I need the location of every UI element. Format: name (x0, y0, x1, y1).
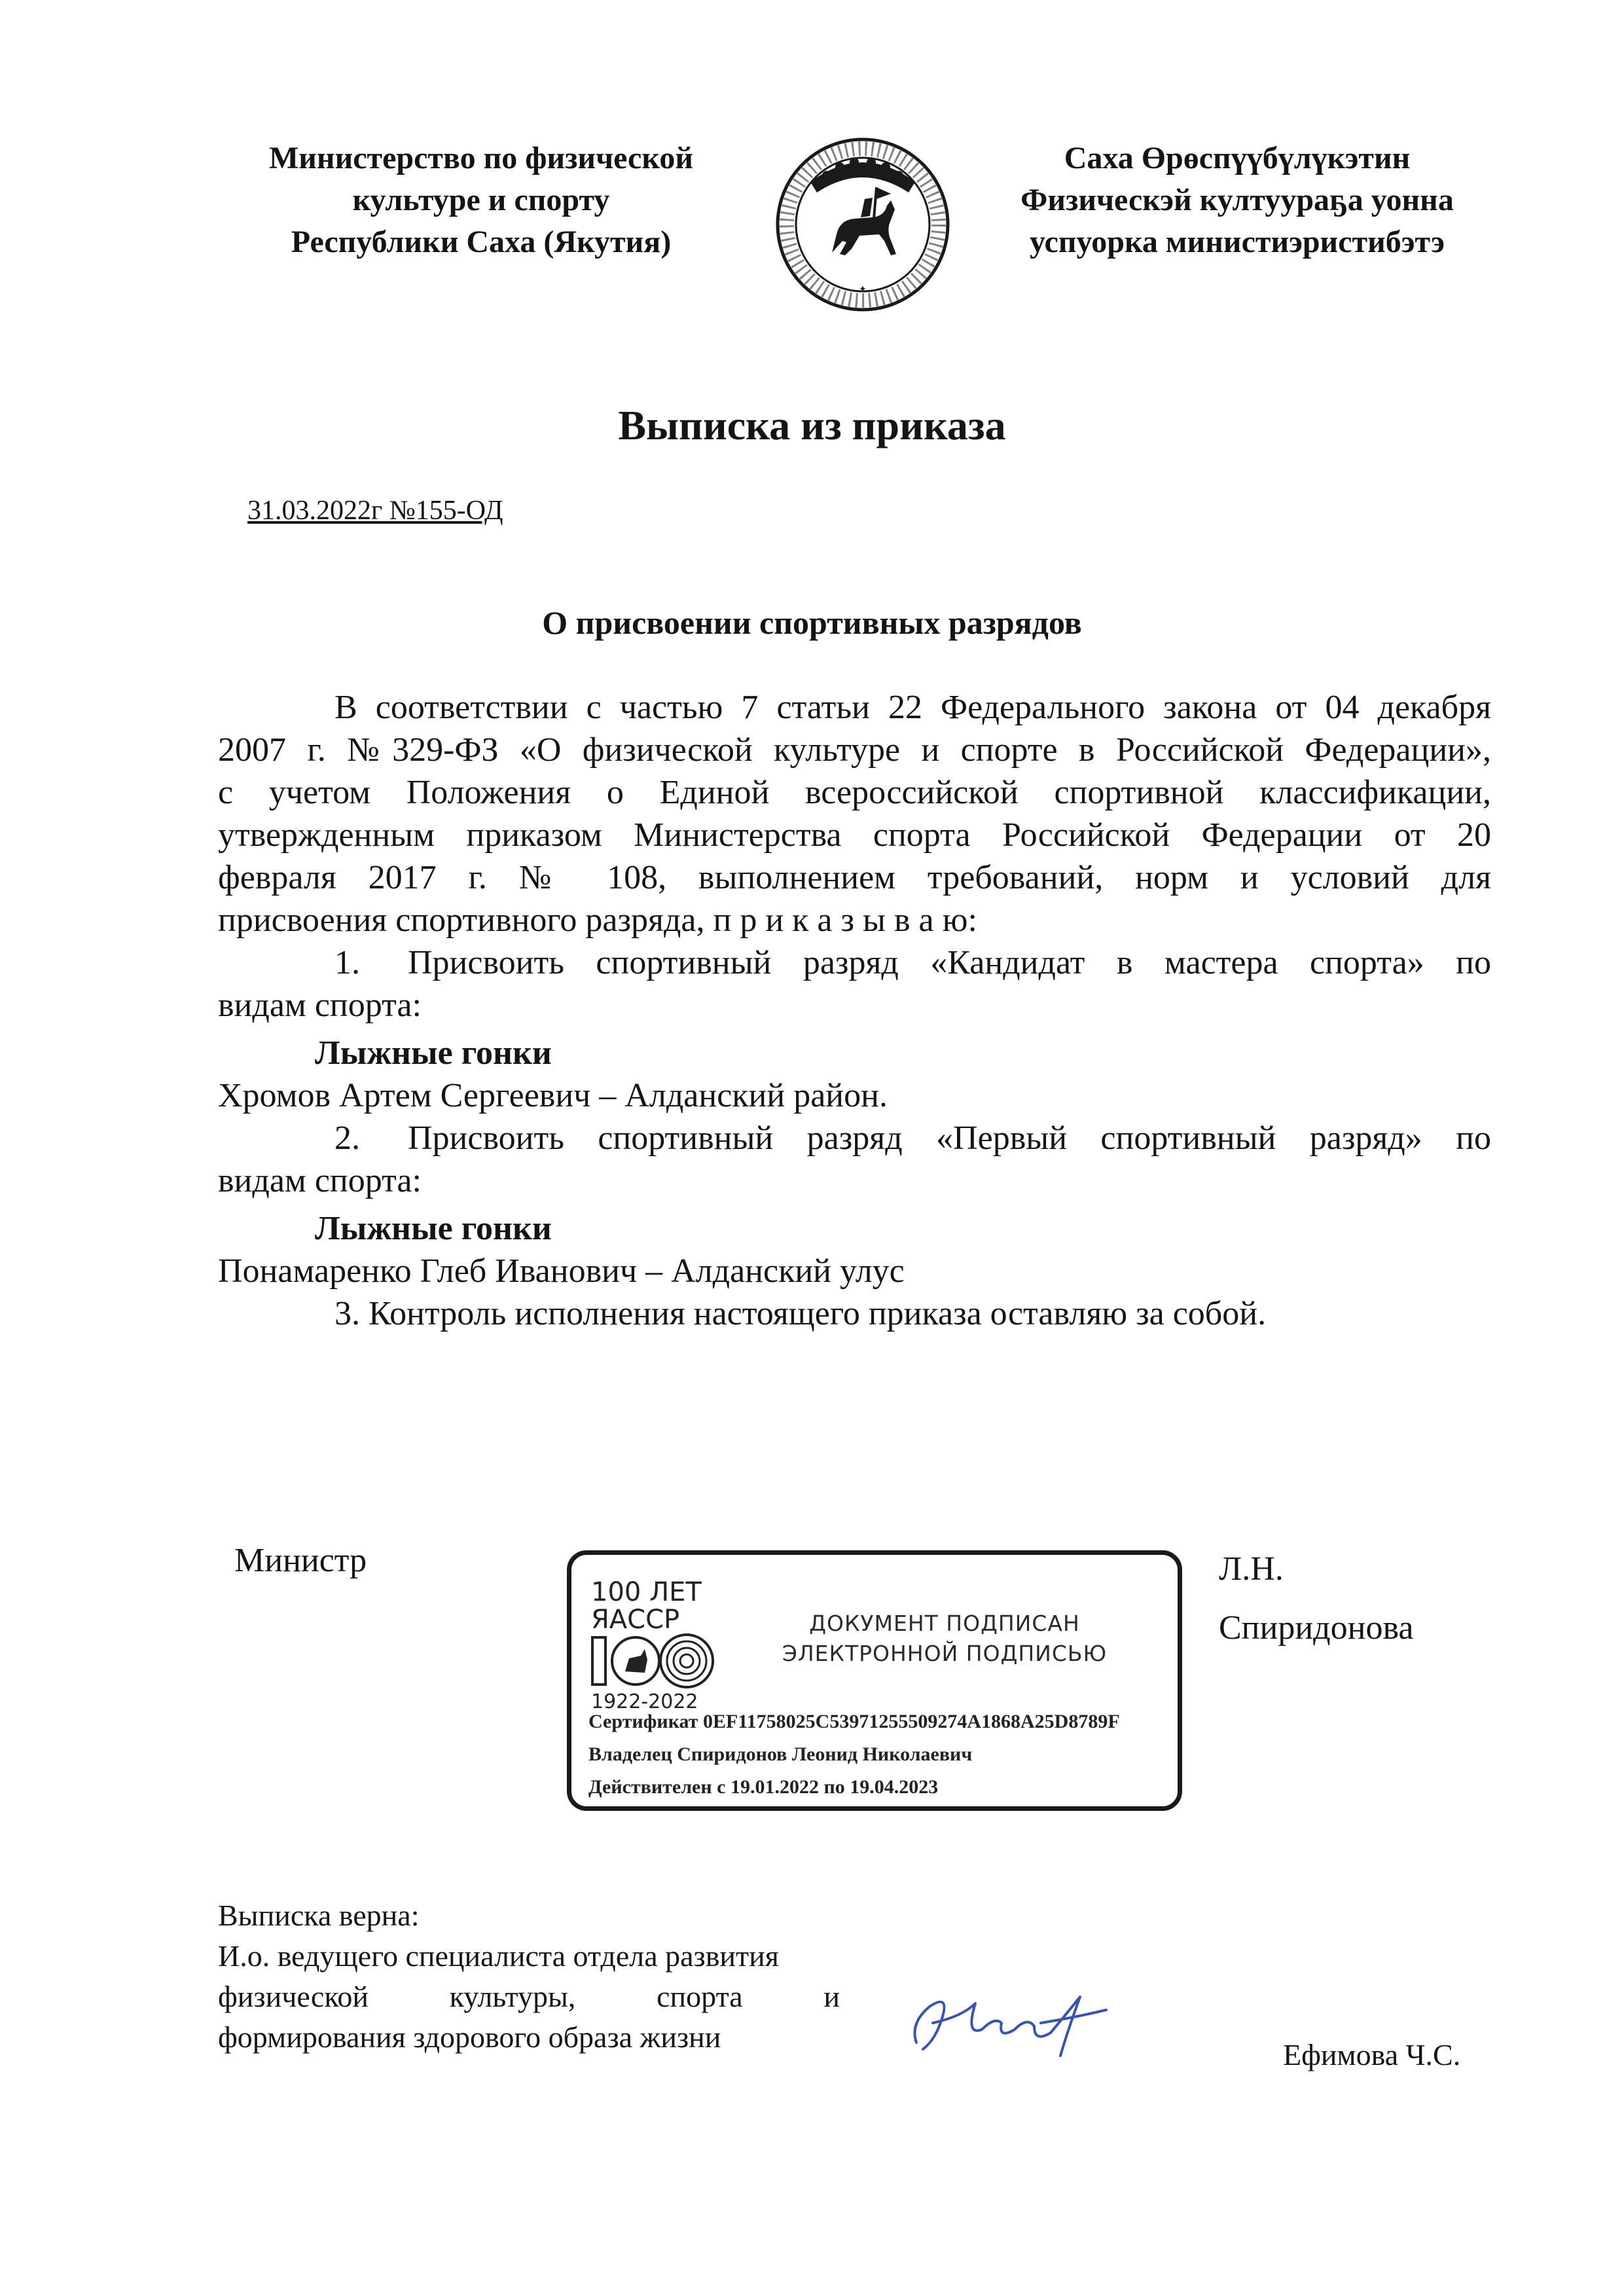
order-item-3: 3. Контроль исполнения настоящего приказа оставляю за собой. (334, 1295, 1267, 1332)
handwritten-signature-icon (903, 1977, 1119, 2062)
svg-text:✦: ✦ (859, 284, 867, 295)
item-number: 1. (334, 944, 360, 981)
item-number: 2. (334, 1120, 360, 1157)
position-word: спорта (657, 1980, 743, 2013)
extract-position-line: формирования здорового образа жизни (218, 2020, 721, 2054)
stamp-title-line: ЭЛЕКТРОННОЙ ПОДПИСЬЮ (782, 1641, 1108, 1666)
position-word: культуры, (449, 1980, 576, 2013)
preamble-line: В соответствии с частью 7 статьи 22 Федерального закона от 04 декабря (334, 689, 1491, 726)
ministry-name-russian (216, 137, 746, 263)
position-word: физической (218, 1980, 369, 2013)
extract-verified-label: Выписка верна: (218, 1899, 420, 1932)
item-text: Присвоить спортивный разряд «Первый спортивный разряд» по (408, 1120, 1491, 1157)
minister-name (1219, 1540, 1413, 1658)
sport-discipline: Лыжные гонки (315, 1210, 552, 1247)
ministry-name-line: Республики Саха (Якутия) (291, 225, 672, 259)
order-number-date: 31.03.2022г №155-ОД (247, 496, 503, 526)
sport-discipline: Лыжные гонки (315, 1034, 552, 1072)
logo-text: ЯАССР (591, 1605, 680, 1635)
preamble-line: февраля 2017 г. № 108, выполнением требований, норм и условий для (218, 859, 1491, 896)
certificate-id: Сертификат 0EF11758025C53971255509274A1868A25D8789F (588, 1711, 1120, 1732)
preamble-line: утвержденным приказом Министерства спорта Российской Федерации от 20 (218, 816, 1491, 854)
item-text-continued: видам спорта: (218, 987, 422, 1024)
extract-position-line (218, 1977, 840, 2017)
logo-text: 100 ЛЕТ (591, 1577, 702, 1607)
minister-initials: Л.Н. (1219, 1550, 1284, 1588)
certificate-owner: Владелец Спиридонов Леонид Николаевич (588, 1743, 973, 1765)
preamble-line: присвоения спортивного разряда, п р и к а з ы в а ю: (218, 902, 977, 939)
order-item-2 (218, 1117, 1491, 1159)
position-word: и (823, 1980, 840, 2013)
awarded-person: Хромов Артем Сергеевич – Алданский район. (218, 1077, 888, 1114)
minister-surname: Спиридонова (1219, 1609, 1414, 1647)
ministry-name-line: Министерство по физической (268, 141, 694, 175)
preamble-line: 2007 г. №329-ФЗ «О физической культуре и спорте в Российской Федерации», (218, 731, 1491, 769)
ministry-name-line: культуре и спорту (352, 183, 610, 217)
item-text-continued: видам спорта: (218, 1162, 422, 1199)
preamble-line: с учетом Положения о Единой всероссийской спортивной классификации, (218, 774, 1491, 811)
order-subject: О присвоении спортивных разрядов (542, 604, 1082, 641)
ministry-name-line: Физическэй култуураҕа уонна (1020, 183, 1454, 217)
ministry-name-line: Саха Өрөспүүбүлүкэтин (1064, 141, 1411, 175)
stamp-certificate-info (588, 1705, 1120, 1804)
order-body (218, 686, 1491, 1335)
order-item-1 (218, 941, 1491, 984)
stamp-title (722, 1609, 1167, 1669)
awarded-person: Понамаренко Глеб Иванович – Алданский улус (218, 1252, 905, 1290)
sakha-republic-emblem-icon (774, 136, 951, 313)
minister-title: Министр (234, 1542, 367, 1579)
extract-position-line: И.о. ведущего специалиста отдела развития (218, 1939, 779, 1973)
document-title: Выписка из приказа (618, 402, 1006, 448)
logo-years: 1922-2022 (591, 1690, 698, 1713)
electronic-signature-stamp (567, 1550, 1182, 1811)
stamp-title-line: ДОКУМЕНТ ПОДПИСАН (809, 1611, 1080, 1636)
ministry-name-line: успуорка министиэристибэтэ (1029, 225, 1445, 259)
certificate-validity: Действителен с 19.01.2022 по 19.04.2023 (588, 1776, 939, 1798)
ministry-name-sakha (936, 137, 1538, 263)
item-text: Присвоить спортивный разряд «Кандидат в мастера спорта» по (408, 944, 1491, 981)
certifier-name: Ефимова Ч.С. (1283, 2038, 1461, 2071)
extract-certification (218, 1895, 840, 2058)
